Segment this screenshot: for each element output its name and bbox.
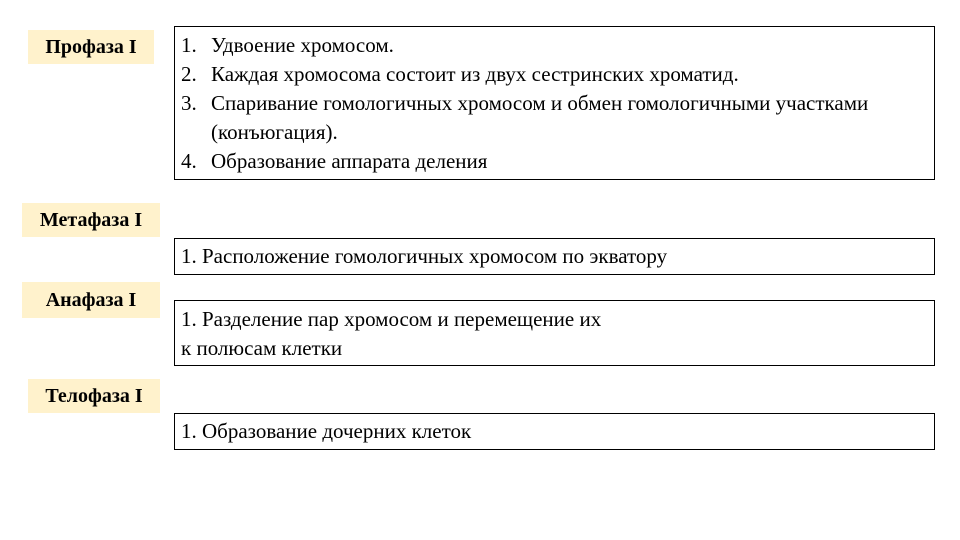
- prophase-box: [174, 26, 935, 180]
- phase-label-metaphase: Метафаза I: [22, 203, 160, 237]
- anaphase-text: [175, 301, 934, 363]
- anaphase-line-2: к полюсам клетки: [181, 336, 343, 360]
- list-item: 4. Образование аппарата деления: [181, 149, 488, 173]
- telophase-line: 1. Образование дочерних клеток: [181, 419, 472, 443]
- list-item: 1. Удвоение хромосом.: [181, 33, 394, 57]
- phase-label-prophase: Профаза I: [28, 30, 154, 64]
- anaphase-box: [174, 300, 935, 366]
- phase-label-anaphase: Анафаза I: [22, 282, 160, 318]
- phase-label-telophase: Телофаза I: [28, 379, 160, 413]
- metaphase-line: 1. Расположение гомологичных хромосом по экватору: [181, 244, 668, 268]
- prophase-list: [175, 31, 934, 176]
- list-item: 2. Каждая хромосома состоит из двух сестринских хроматид.: [181, 62, 739, 86]
- anaphase-line-1: 1. Разделение пар хромосом и перемещение их: [181, 307, 602, 331]
- list-item: 3. Спаривание гомологичных хромосом и обмен гомологичными участками (конъюгация).: [181, 91, 869, 144]
- telophase-box: [174, 413, 935, 450]
- metaphase-box: [174, 238, 935, 275]
